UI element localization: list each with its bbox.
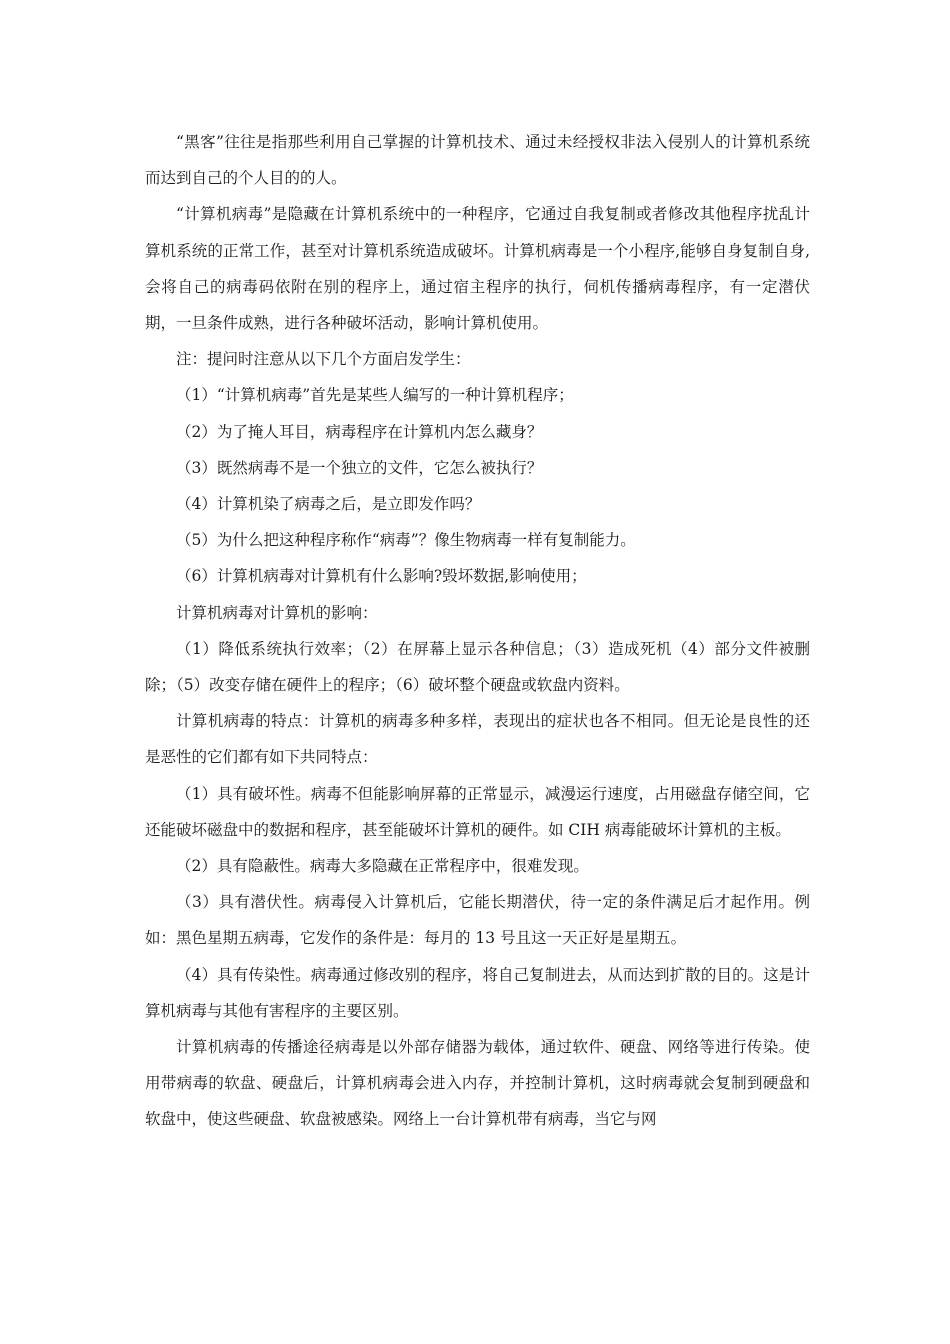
feature-latent: （3）具有潜伏性。病毒侵入计算机后，它能长期潜伏，待一定的条件满足后才起作用。例如：黑色星期五病毒，它发作的条件是：每月的 13 号且这一天正好是星期五。 [145,893,810,948]
list-item: （1）“计算机病毒”首先是某些人编写的一种计算机程序； [176,386,574,405]
feature-infectious: （4）具有传染性。病毒通过修改别的程序，将自己复制进去，从而达到扩散的目的。这是计算机病毒与其他有害程序的主要区别。 [145,965,810,1020]
document-body [145,124,810,1138]
feature-destructive: （1）具有破坏性。病毒不但能影响屏幕的正常显示，减漫运行速度，占用磁盘存储空间，它还能破坏磁盘中的数据和程序，甚至能破坏计算机的硬件。如 CIH 病毒能破坏计算机的主板。 [145,784,810,839]
list-item: （5）为什么把这种程序称作“病毒”？像生物病毒一样有复制能力。 [176,531,636,550]
paragraph-note: 注：提问时注意从以下几个方面启发学生： [176,350,471,369]
paragraph-features: 计算机病毒的特点：计算机的病毒多种多样，表现出的症状也各不相同。但无论是良性的还是恶性的它们都有如下共同特点： [145,712,810,767]
paragraph-transmission: 计算机病毒的传播途径病毒是以外部存储器为载体，通过软件、硬盘、网络等进行传染。使用带病毒的软盘、硬盘后，计算机病毒会进入内存，并控制计算机，这时病毒就会复制到硬盘和软盘中，使这些硬盘、软盘被感染。网络上一台计算机带有病毒，当它与网 [145,1038,810,1129]
list-item: （4）计算机染了病毒之后，是立即发作吗？ [176,495,481,514]
feature-hidden: （2）具有隐蔽性。病毒大多隐藏在正常程序中，很难发现。 [176,857,589,876]
list-item: （2）为了掩人耳目，病毒程序在计算机内怎么藏身？ [176,422,543,441]
paragraph-virus-definition: “计算机病毒”是隐藏在计算机系统中的一种程序，它通过自我复制或者修改其他程序扰乱计算机系统的正常工作，甚至对计算机系统造成破坏。计算机病毒是一个小程序,能够自身复制自身,会将自己的病毒码依附在别的程序上，通过宿主程序的执行，伺机传播病毒程序，有一定潜伏期，一旦条件成熟，进行各种破坏活动，影响计算机使用。 [145,205,810,333]
list-item: （3）既然病毒不是一个独立的文件，它怎么被执行？ [176,458,543,477]
list-item: （6）计算机病毒对计算机有什么影响?毁坏数据,影响使用； [176,567,587,586]
paragraph-impact-heading: 计算机病毒对计算机的影响： [176,603,378,622]
paragraph-impact-list: （1）降低系统执行效率；（2）在屏幕上显示各种信息；（3）造成死机（4）部分文件被删除；（5）改变存储在硬件上的程序；（6）破坏整个硬盘或软盘内资料。 [145,639,810,695]
paragraph-hacker-definition: “黑客”往往是指那些利用自己掌握的计算机技术、通过未经授权非法入侵别人的计算机系统而达到自己的个人目的的人。 [145,133,810,188]
